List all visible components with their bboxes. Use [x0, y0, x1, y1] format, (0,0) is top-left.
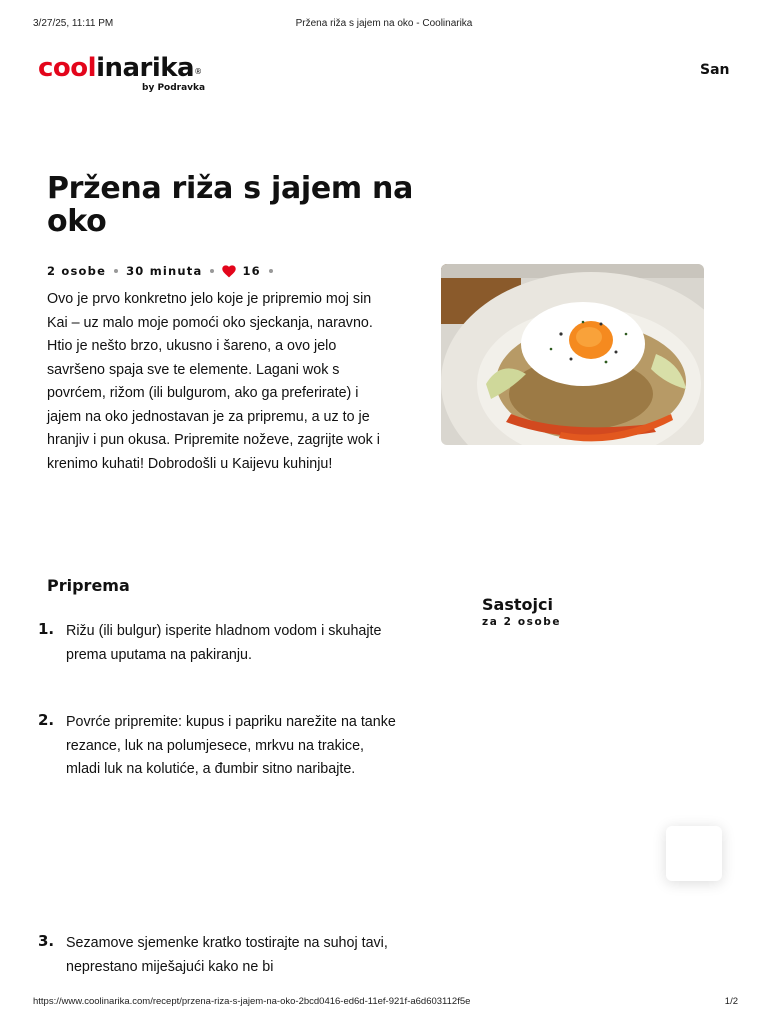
meta-separator — [210, 269, 214, 273]
meta-separator — [114, 269, 118, 273]
floating-widget[interactable] — [666, 826, 722, 881]
step-text: Rižu (ili bulgur) isperite hladnom vodom i skuhajte prema uputama na pakiranju. — [66, 623, 382, 663]
step-number: 3. — [38, 932, 55, 950]
logo-word-inarika: inarika — [96, 53, 195, 83]
print-doc-title: Pržena riža s jajem na oko - Coolinarika — [295, 18, 473, 29]
print-header — [0, 18, 768, 32]
logo-byline: by Podravka — [142, 83, 206, 93]
step-text: Povrće pripremite: kupus i papriku narežite na tanke rezance, luk na polumjesece, mrkvu na trakice, mladi luk na kolutiće, a đumbir sitno naribajte. — [66, 714, 396, 777]
recipe-photo — [441, 264, 704, 445]
likes-count: 16 — [242, 264, 261, 278]
logo-wordmark — [38, 52, 228, 84]
step-text: Sezamove sjemenke kratko tostirajte na suhoj tavi, neprestano miješajući kako ne bi — [66, 935, 388, 975]
ingredients-servings: za 2 osobe — [482, 616, 562, 628]
recipe-meta — [47, 263, 281, 279]
logo-word-cool: cool — [38, 53, 97, 83]
meta-separator — [269, 269, 273, 273]
user-profile-link[interactable]: San — [700, 62, 730, 78]
step-number: 2. — [38, 711, 55, 729]
print-url: https://www.coolinarika.com/recept/przena-riza-s-jajem-na-oko-2bcd0416-ed6d-11ef-921f-a6d603112f5e — [33, 996, 471, 1007]
print-footer — [0, 996, 768, 1010]
preparation-heading: Priprema — [47, 576, 130, 595]
step-number: 1. — [38, 620, 55, 638]
print-datetime: 3/27/25, 11:11 PM — [33, 18, 114, 29]
ingredients-heading: Sastojci — [482, 595, 553, 614]
heart-icon[interactable] — [222, 265, 236, 278]
print-page-number: 1/2 — [724, 996, 738, 1007]
coolinarika-logo[interactable] — [38, 52, 228, 98]
recipe-intro: Ovo je prvo konkretno jelo koje je pripremio moj sin Kai – uz malo moje pomoći oko sjeckanja, naravno. Htio je nešto brzo, ukusno i šareno, a ovo jelo savršeno spaja sve te elemente. Lagani wok s povrćem, rižom (ili bulgurom, ako ga preferirate) i jajem na oko jednostavan je za pripremu, a uz to je hranjiv i pun okusa. Pripremite noževe, zagrijte wok i krenimo kuhati! Dobrodošli u Kaijevu kuhinju! — [47, 291, 380, 472]
recipe-title: Pržena riža s jajem na oko — [47, 171, 414, 239]
time-label: 30 minuta — [126, 264, 203, 278]
registered-mark: ® — [194, 67, 202, 76]
servings-label: 2 osobe — [47, 264, 107, 278]
